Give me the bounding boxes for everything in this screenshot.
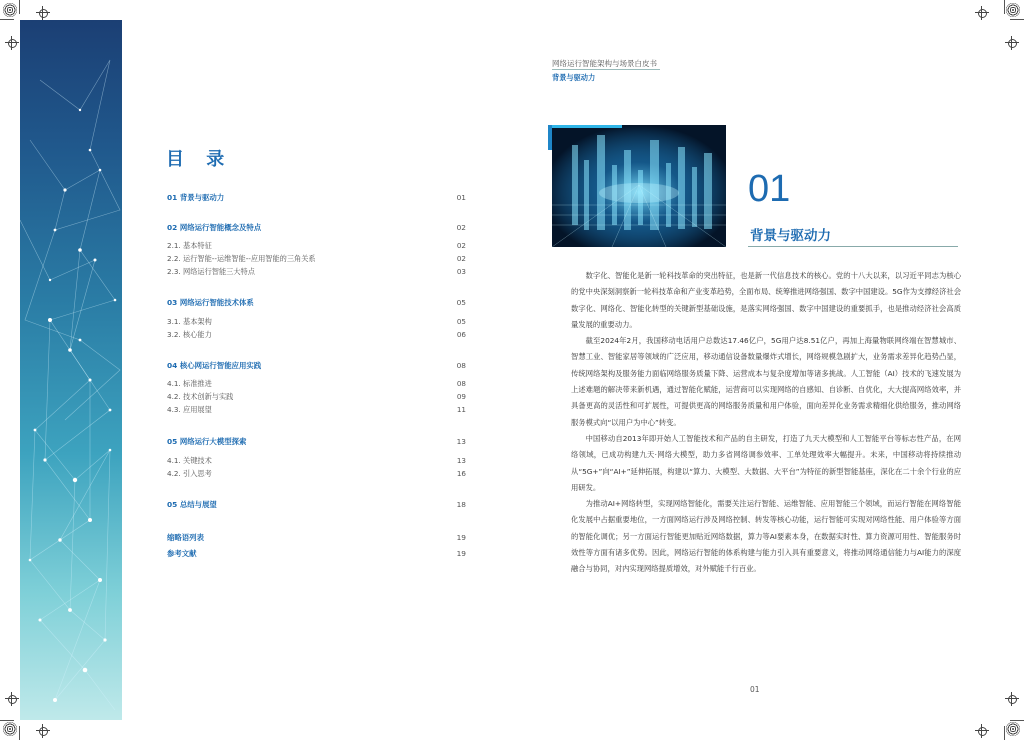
toc-entry-page: 11 [456, 405, 466, 414]
crop-line [0, 19, 14, 20]
registration-mark [1005, 692, 1019, 706]
toc-subsection-entry[interactable] [167, 378, 466, 390]
body-paragraph: 为推动AI+网络转型，实现网络智能化，需要关注运行智能、运维智能、应用智能三个领域，而运行智能在网络智能化发展中占据重要地位，一方面网络运行涉及网络控制、转发等核心功能，运行智能可实现对网络性能、用户体验等方面的智能化调优；另一方面运行智能更加贴近网络数据，算力等AI要素本身，在数据实时性、算力资源可用性、智能服务时效性等方面有诸多优势。因此，网络运行智能的体系构建与能力引入具有重要意义，将推动网络通信能力与AI能力的深度融合与协同，对内实现网络提质增效，对外赋能千行百业。 [571, 499, 961, 574]
toc-entry-label: 05 总结与展望 [167, 500, 217, 509]
chapter-hero-image [552, 125, 726, 247]
toc-subsection-entry[interactable] [167, 391, 466, 403]
print-target-mark [1006, 722, 1020, 736]
registration-mark [1005, 36, 1019, 50]
toc-entry-page: 18 [456, 500, 466, 509]
toc-entry-label: 05 网络运行大模型探索 [167, 437, 247, 446]
toc-entry-page: 08 [456, 379, 466, 388]
toc-entry-label: 缩略语列表 [167, 533, 204, 542]
registration-mark [975, 6, 989, 20]
toc-section-entry[interactable] [167, 548, 466, 560]
accent-bar [552, 125, 622, 128]
network-pattern-graphic [20, 20, 122, 720]
toc-entry-page: 05 [456, 317, 466, 326]
toc-entry-label: 2.3. 网络运行智能三大特点 [167, 267, 255, 276]
print-target-mark [3, 722, 17, 736]
toc-entry-page: 08 [456, 361, 466, 370]
toc-subsection-entry[interactable] [167, 266, 466, 278]
crop-line [0, 720, 14, 721]
crop-line [1004, 726, 1005, 740]
toc-subsection-entry[interactable] [167, 316, 466, 328]
toc-subsection-entry[interactable] [167, 404, 466, 416]
toc-section-entry[interactable] [167, 297, 466, 309]
toc-section-entry[interactable] [167, 499, 466, 511]
crop-line [1010, 19, 1024, 20]
toc-entry-page: 09 [456, 392, 466, 401]
body-paragraph: 中国移动自2013年即开始人工智能技术和产品的自主研发，打造了九天大模型和人工智能平台等标志性产品，在网络领域，已成功构建九天·网络大模型，助力多省网络调参效率、工单处理效率大幅提升。未来，中国移动将持续推动从“5G+”向“AI+”延伸拓展，构建以“算力、大模型、大数据、大平台”为特征的新型智能基座，深化在二十余个行业的应用研发。 [571, 433, 961, 492]
toc-entry-label: 2.1. 基本特征 [167, 241, 212, 250]
chapter-number: 01 [748, 168, 791, 210]
print-target-mark [3, 3, 17, 17]
toc-subsection-entry[interactable] [167, 240, 466, 252]
toc-subsection-entry[interactable] [167, 455, 466, 467]
toc-section-entry[interactable] [167, 192, 466, 204]
body-paragraph: 数字化、智能化是新一轮科技革命的突出特征，也是新一代信息技术的核心。党的十八大以来，以习近平同志为核心的党中央深刻洞察新一轮科技革命和产业变革趋势，全面布局、统筹推进网络强国、数字中国建设。5G作为支撑经济社会数字化、网络化、智能化转型的关键新型基础设施，是落实网络强国、数字中国建设的重要抓手，也是推动经济社会高质量发展的重要动力。 [571, 271, 961, 329]
digital-city-graphic [552, 125, 726, 247]
toc-entry-label: 2.2. 运行智能--运维智能--应用智能的三角关系 [167, 254, 316, 263]
toc-entry-page: 13 [456, 456, 466, 465]
crop-line [19, 726, 20, 740]
registration-mark [36, 6, 50, 20]
toc-entry-page: 19 [456, 549, 466, 558]
toc-title: 目 录 [166, 149, 233, 170]
chapter-body [571, 268, 961, 578]
toc-entry-page: 06 [456, 330, 466, 339]
toc-entry-label: 参考文献 [167, 549, 197, 558]
toc-entry-label: 3.1. 基本架构 [167, 317, 212, 326]
print-target-mark [1006, 3, 1020, 17]
crop-line [1004, 0, 1005, 14]
registration-mark [5, 36, 19, 50]
toc-section-entry[interactable] [167, 222, 466, 234]
running-header-section: 背景与驱动力 [552, 73, 596, 82]
toc-entry-label: 03 网络运行智能技术体系 [167, 298, 254, 307]
toc-entry-page: 19 [456, 533, 466, 542]
toc-entry-label: 3.2. 核心能力 [167, 330, 212, 339]
toc-section-entry[interactable] [167, 360, 466, 372]
toc-entry-label: 4.1. 标准推进 [167, 379, 212, 388]
toc-subsection-entry[interactable] [167, 329, 466, 341]
toc-entry-label: 04 核心网运行智能应用实践 [167, 361, 262, 370]
toc-entry-label: 4.1. 关键技术 [167, 456, 212, 465]
toc-entry-page: 03 [456, 267, 466, 276]
toc-subsection-entry[interactable] [167, 468, 466, 480]
toc-entry-label: 4.3. 应用展望 [167, 405, 212, 414]
registration-mark [5, 692, 19, 706]
running-header-title: 网络运行智能架构与场景白皮书 [552, 59, 657, 68]
chapter-divider [748, 246, 958, 247]
toc-entry-page: 01 [456, 193, 466, 202]
crop-line [19, 0, 20, 14]
registration-mark [975, 724, 989, 738]
page-number: 01 [750, 685, 760, 694]
toc-section-entry[interactable] [167, 436, 466, 448]
toc-entry-page: 05 [456, 298, 466, 307]
chapter-title: 背景与驱动力 [750, 228, 831, 244]
header-divider [552, 69, 660, 70]
toc-entry-page: 02 [456, 254, 466, 263]
crop-line [1010, 720, 1024, 721]
toc-entry-page: 02 [456, 223, 466, 232]
registration-mark [36, 724, 50, 738]
toc-entry-label: 4.2. 引入思考 [167, 469, 212, 478]
toc-entry-label: 01 背景与驱动力 [167, 193, 225, 202]
toc-entry-page: 13 [456, 437, 466, 446]
toc-entry-page: 02 [456, 241, 466, 250]
body-paragraph: 截至2024年2月，我国移动电话用户总数达17.46亿户，5G用户达8.51亿户，再加上海量物联网终端在智慧城市、智慧工业、智能家居等领域的广泛应用，移动通信设备数量爆炸式增长，网络规模急剧扩大，业务需求差异化趋势凸显，传统网络架构及服务能力面临网络服务质量下降、运营成本与复杂度增加等诸多挑战。人工智能（AI）技术的飞速发展为上述难题的解决带来新机遇，通过智能化赋能，运营商可以实现网络的自感知、自诊断、自优化，大大提高网络效率，并具备更高的灵活性和可扩展性，可提供更高的网络服务质量和用户体验，面向差异化业务需求精细化供给服务，推动网络服务模式向“以用户为中心”转变。 [571, 336, 961, 427]
toc-entry-page: 16 [456, 469, 466, 478]
decorative-network-band [20, 20, 122, 720]
toc-subsection-entry[interactable] [167, 253, 466, 265]
toc-entry-label: 4.2. 技术创新与实践 [167, 392, 234, 401]
toc-entry-label: 02 网络运行智能概念及特点 [167, 223, 262, 232]
toc-section-entry[interactable] [167, 532, 466, 544]
